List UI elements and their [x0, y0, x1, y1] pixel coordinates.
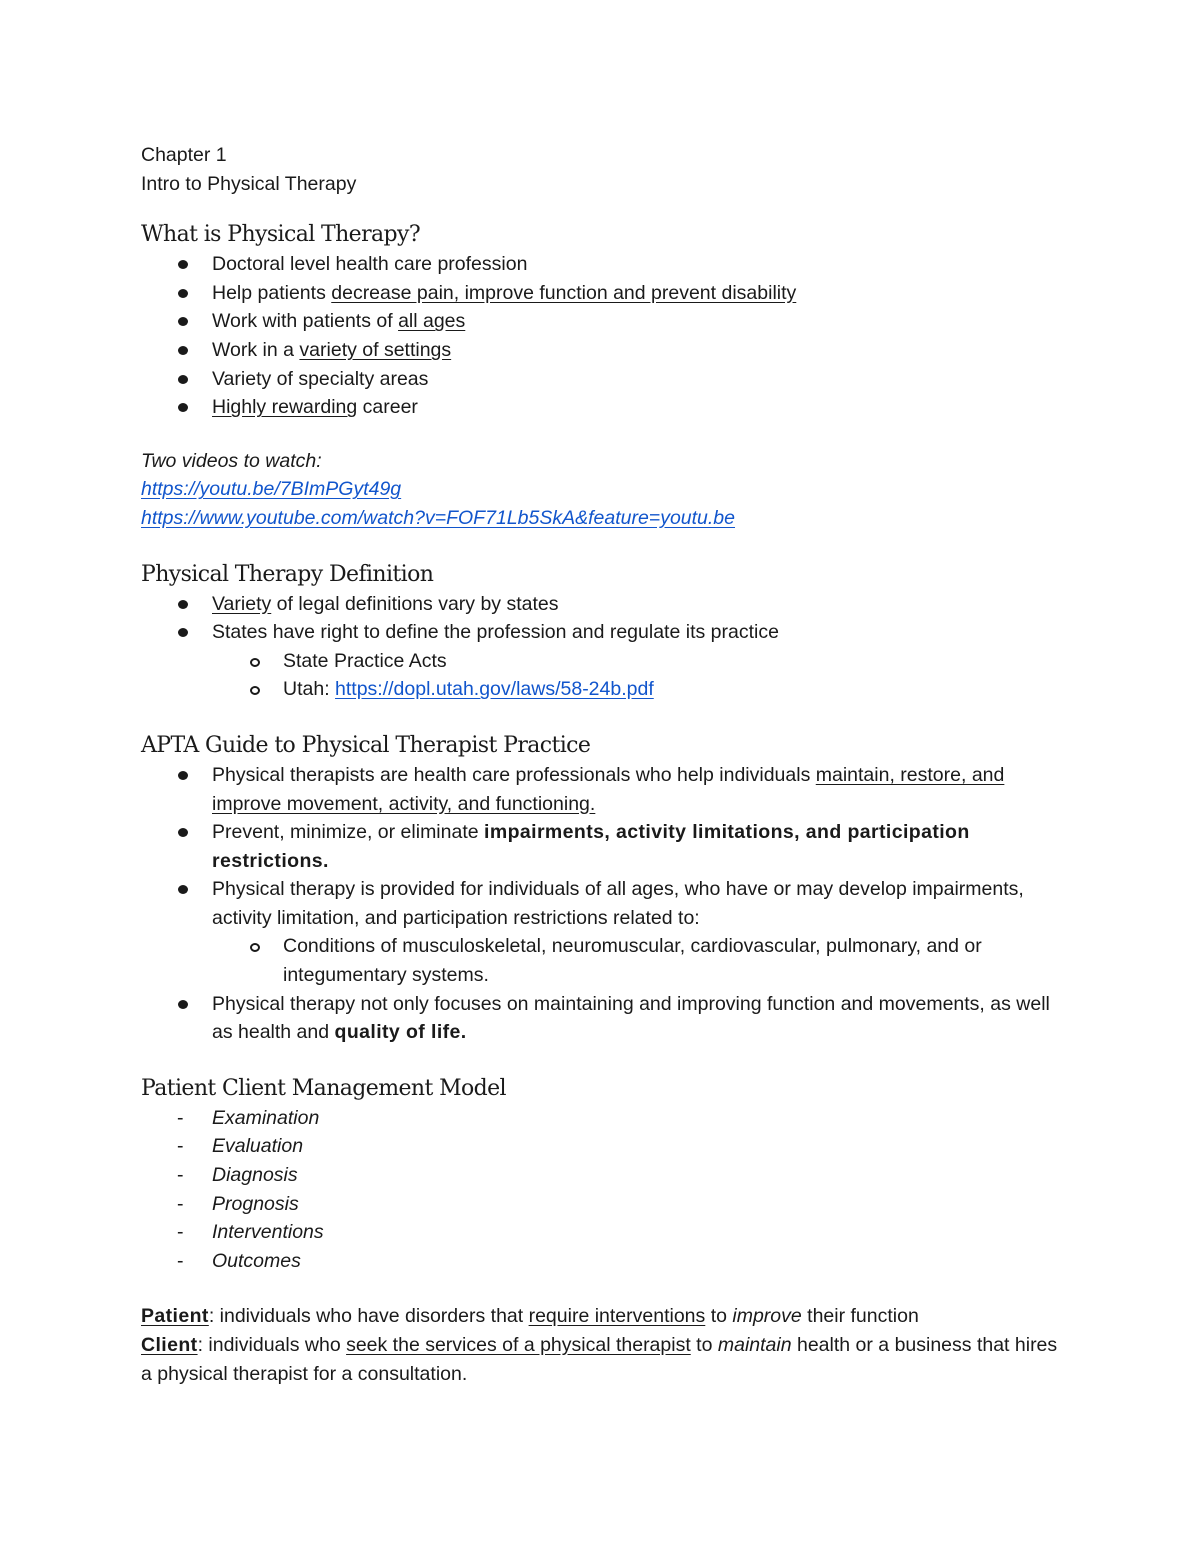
list-item: Work with patients of all ages: [141, 307, 1071, 336]
list-item: Variety of specialty areas: [141, 365, 1071, 394]
section-heading-what-is-pt: What is Physical Therapy?: [141, 222, 421, 248]
list-item: - Examination: [177, 1106, 320, 1129]
apta-guide-list: [141, 761, 1071, 1047]
list-item: Variety of legal definitions vary by states: [141, 590, 1071, 619]
bullet-icon: [178, 403, 188, 412]
bullet-icon: [178, 771, 188, 780]
list-item: States have right to define the profession and regulate its practice: [141, 618, 1071, 647]
pt-definition-list: [141, 590, 1071, 704]
list-item: Prevent, minimize, or eliminate impairments, activity limitations, and participation restrictions.: [141, 818, 1071, 875]
list-item: Doctoral level health care profession: [141, 250, 1071, 279]
list-item: Physical therapy is provided for individuals of all ages, who have or may develop impairments, activity limitation, and participation restrictions related to:: [141, 875, 1071, 932]
management-model-list: [141, 1104, 1071, 1276]
list-item: Physical therapy not only focuses on maintaining and improving function and movements, as well as health and quality of life.: [141, 990, 1071, 1047]
section-heading-patient-client-model: Patient Client Management Model: [141, 1075, 506, 1101]
document-subtitle: Intro to Physical Therapy: [141, 172, 357, 195]
bullet-icon: [178, 600, 188, 609]
patient-definition: Patient: individuals who have disorders that require interventions to improve their function: [141, 1305, 919, 1328]
video-link-1[interactable]: https://youtu.be/7BImPGyt49g: [141, 478, 402, 501]
hollow-bullet-icon: [250, 686, 260, 695]
sub-list-item: Utah: https://dopl.utah.gov/laws/58-24b.pdf: [141, 675, 1071, 704]
bullet-icon: [178, 260, 188, 269]
list-item: - Evaluation: [177, 1135, 304, 1158]
section-heading-pt-definition: Physical Therapy Definition: [141, 561, 434, 587]
hollow-bullet-icon: [250, 658, 260, 667]
list-item: - Outcomes: [177, 1249, 301, 1272]
hollow-bullet-icon: [250, 943, 260, 952]
bullet-icon: [178, 317, 188, 326]
bullet-icon: [178, 628, 188, 637]
video-link-2[interactable]: https://www.youtube.com/watch?v=FOF71Lb5SkA&feature=youtu.be: [141, 506, 735, 529]
list-item: Physical therapists are health care professionals who help individuals maintain, restore, and improve movement, activity, and functioning.: [141, 761, 1071, 818]
list-item: - Diagnosis: [177, 1164, 298, 1187]
list-item: - Interventions: [177, 1221, 324, 1244]
bullet-icon: [178, 1000, 188, 1009]
what-is-pt-list: [141, 250, 1071, 422]
sub-list-item: Conditions of musculoskeletal, neuromuscular, cardiovascular, pulmonary, and or integumentary systems.: [141, 932, 1071, 989]
chapter-label: Chapter 1: [141, 144, 227, 166]
bullet-icon: [178, 289, 188, 298]
utah-law-link[interactable]: https://dopl.utah.gov/laws/58-24b.pdf: [335, 678, 654, 701]
sub-list-item: State Practice Acts: [141, 647, 1071, 676]
bullet-icon: [178, 375, 188, 384]
bullet-icon: [178, 346, 188, 355]
list-item: - Prognosis: [177, 1192, 299, 1215]
list-item: Highly rewarding career: [141, 393, 1071, 422]
bullet-icon: [178, 885, 188, 894]
client-definition: Client: individuals who seek the services of a physical therapist to maintain health or a business that hires a physical therapist for a consultation.: [141, 1334, 1058, 1385]
bullet-icon: [178, 828, 188, 837]
videos-label: Two videos to watch:: [141, 449, 322, 472]
section-heading-apta-guide: APTA Guide to Physical Therapist Practice: [141, 732, 591, 758]
list-item: Help patients decrease pain, improve function and prevent disability: [141, 279, 1071, 308]
list-item: Work in a variety of settings: [141, 336, 1071, 365]
document-body: [141, 141, 1071, 1388]
